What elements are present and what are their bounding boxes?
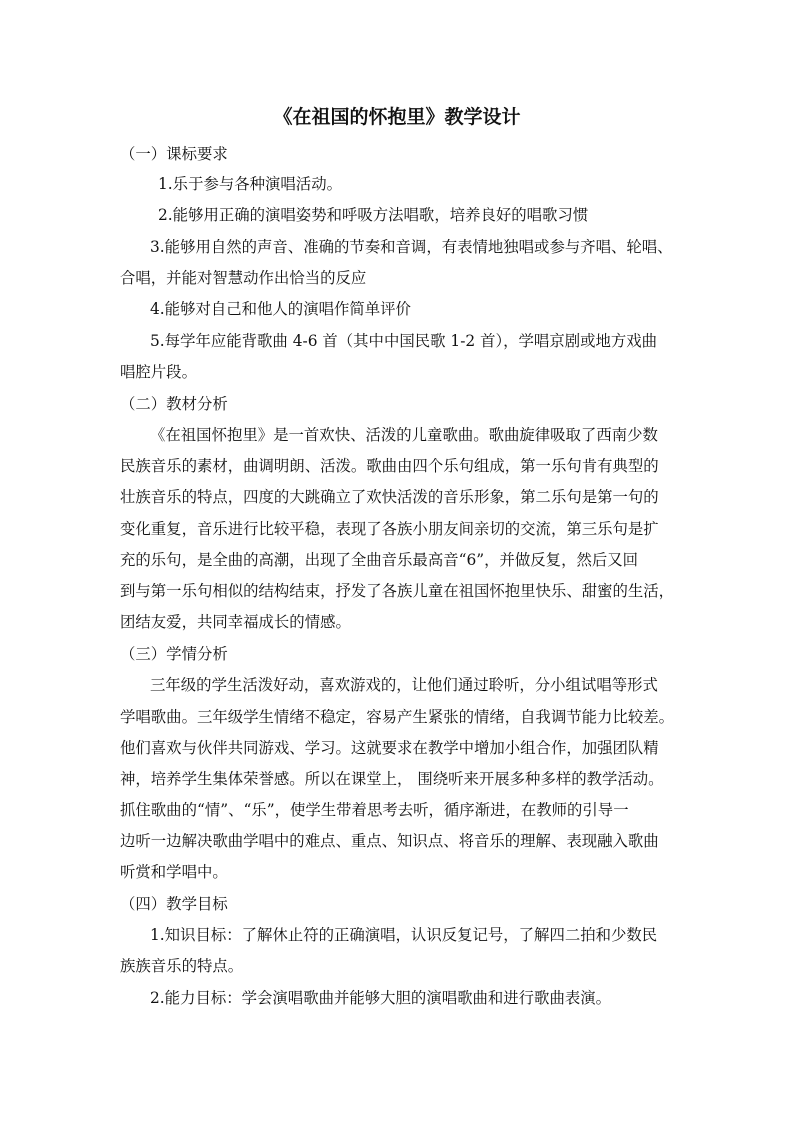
- student-analysis-line: 神，培养学生集体荣誉感。所以在课堂上， 围绕听来开展多种多样的教学活动。: [120, 770, 664, 788]
- material-analysis-line: 民族音乐的素材，曲调明朗、活泼。歌曲由四个乐句组成，第一乐句肯有典型的: [120, 457, 659, 475]
- student-analysis-line: 边听一边解决歌曲学唱中的难点、重点、知识点、将音乐的理解、表现融入歌曲: [120, 832, 659, 850]
- objective-item-1-line-2: 族族音乐的特点。: [120, 957, 244, 975]
- section-heading-student-analysis: （三）学情分析: [120, 645, 228, 663]
- curriculum-item-2: 2.能够用正确的演唱姿势和呼吸方法唱歌，培养良好的唱歌习惯: [158, 206, 589, 224]
- material-analysis-line: 壮族音乐的特点，四度的大跳确立了欢快活泼的音乐形象，第二乐句是第一句的: [120, 488, 659, 506]
- student-analysis-line: 他们喜欢与伙伴共同游戏、学习。这就要求在教学中增加小组合作，加强团队精: [120, 739, 659, 757]
- student-analysis-line: 听赏和学唱中。: [120, 863, 228, 881]
- section-heading-teaching-objectives: （四）教学目标: [120, 895, 228, 913]
- document-title: 《在祖国的怀抱里》教学设计: [273, 106, 521, 128]
- curriculum-item-3-line-1: 3.能够用自然的声音、准确的节奏和音调，有表情地独唱或参与齐唱、轮唱、: [150, 238, 673, 256]
- section-heading-curriculum-standards: （一）课标要求: [120, 145, 228, 163]
- student-analysis-line: 三年级的学生活泼好动，喜欢游戏的，让他们通过聆听，分小组试唱等形式: [150, 676, 658, 694]
- section-heading-material-analysis: （二）教材分析: [120, 395, 228, 413]
- student-analysis-line: 学唱歌曲。三年级学生情绪不稳定，容易产生紧张的情绪，自我调节能力比较差。: [120, 708, 675, 726]
- material-analysis-line: 变化重复，音乐进行比较平稳，表现了各族小朋友间亲切的交流，第三乐句是扩: [120, 520, 659, 538]
- objective-item-2: 2.能力目标：学会演唱歌曲并能够大胆的演唱歌曲和进行歌曲表演。: [150, 989, 612, 1007]
- material-analysis-line: 到与第一乐句相似的结构结束，抒发了各族儿童在祖国怀抱里快乐、甜蜜的生活，: [120, 582, 675, 600]
- curriculum-item-3-line-2: 合唱，并能对智慧动作出恰当的反应: [120, 269, 367, 287]
- curriculum-item-5-line-2: 唱腔片段。: [120, 363, 197, 381]
- curriculum-item-5-line-1: 5.每学年应能背歌曲 4-6 首（其中中国民歌 1-2 首），学唱京剧或地方戏曲: [150, 332, 658, 350]
- material-analysis-line: 《在祖国怀抱里》是一首欢快、活泼的儿童歌曲。歌曲旋律吸取了西南少数: [150, 426, 658, 444]
- curriculum-item-1: 1.乐于参与各种演唱活动。: [158, 175, 342, 193]
- student-analysis-line: 抓住歌曲的“情”、“乐”，使学生带着思考去听，循序渐进，在教师的引导一: [120, 801, 629, 819]
- curriculum-item-4: 4.能够对自己和他人的演唱作简单评价: [150, 300, 411, 318]
- material-analysis-line: 充的乐句，是全曲的高潮，出现了全曲音乐最高音“6”，并做反复，然后又回: [120, 551, 639, 569]
- material-analysis-line: 团结友爱，共同幸福成长的情感。: [120, 613, 351, 631]
- objective-item-1-line-1: 1.知识目标：了解休止符的正确演唱，认识反复记号，了解四二拍和少数民: [150, 926, 658, 944]
